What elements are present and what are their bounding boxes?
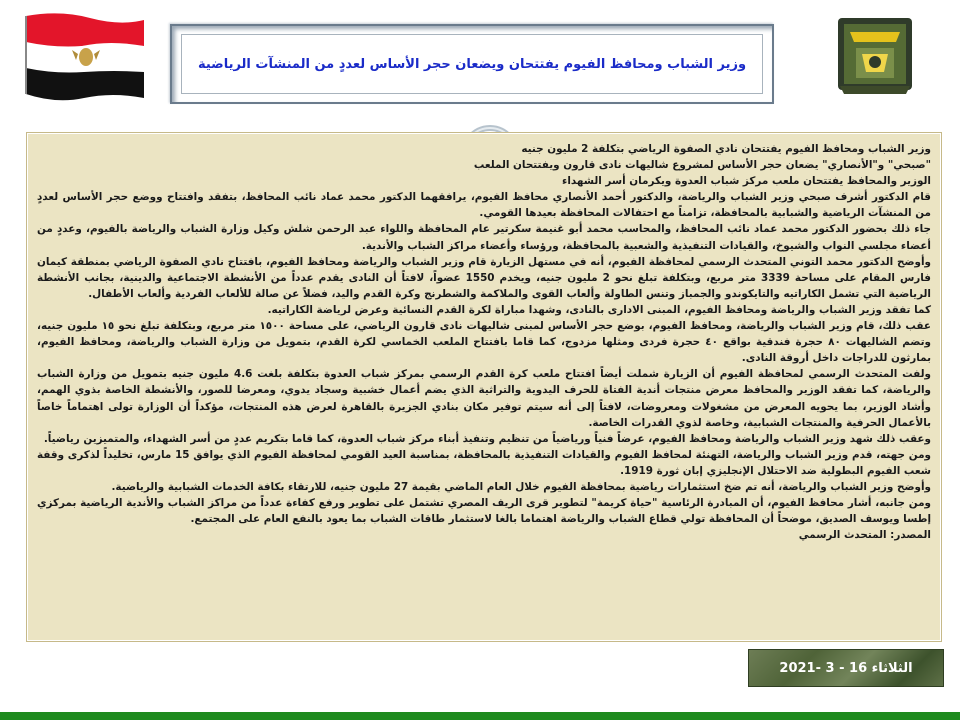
date-bar [748, 649, 944, 687]
article-paragraph: ومن جانبه، أشار محافظ الفيوم، أن المبادرة الرئاسية "حياة كريمة" لتطوير قرى الريف المصري تشتمل على تطوير ورفع كفاءة عدداً من مراكز الشباب والأندية الرياضية بمركزي إطسا ويوسف الصديق، موضحاً أن المحافظة تولي قطاع الشباب والرياضة اهتماما بالغا لاستثمار طاقات الشباب بما يعود بالنفع العام على المجتمع. [37, 497, 931, 526]
article-panel [26, 132, 942, 642]
article-paragraph: الوزير والمحافظ يفتتحان ملعب مركز شباب العدوة ويكرمان أسر الشهداء [562, 175, 931, 188]
article-paragraph: جاء ذلك بحضور الدكتور محمد عماد نائب المحافظ، والمحاسب محمد أبو غنيمة سكرتير عام المحافظة واللواء عبد الرحمن شلش وكيل وزارة الشباب والرياضة بالفيوم، وعددٍ من أعضاء مجلسي النواب والشيوخ، والقيادات التنفيذية والشعبية بالمحافظة، ورؤساء وأعضاء مراكز الشباب والأندية. [37, 223, 931, 252]
article-source: المصدر: المتحدث الرسمي [798, 529, 931, 542]
title-inner-frame [181, 34, 763, 94]
article-paragraph: وأوضح الدكتور محمد التوني المتحدث الرسمي لمحافظة الفيوم، أنه في مستهل الزيارة قام وزير الشباب والرياضة ومحافظ الفيوم، بافتتاح نادي الصفوة الرياضي بمنطقة كيمان فارس المقام على مساحة 3339 متر مربع، وبتكلفة تبلغ نحو 2 مليون جنيه، ويخدم 1550 عضواً، لافتاً أن النادى يقدم عدداً من الأنشطة الاجتماعية والدينية، بجانب الأنشطة الرياضية التي تشمل الكاراتيه والتايكوندو والجمباز وتنس الطاولة وألعاب القوى والملاكمة والشطرنج وكرة القدم واليد، فضلاً عن صالة للألعاب الفردية وألعاب الأطفال. [37, 255, 931, 300]
article-paragraph: ولفت المتحدث الرسمي لمحافظة الفيوم أن الزيارة شملت أيضاً افتتاح ملعب كرة القدم الرسمي بمركز شباب العدوة بتكلفة بلغت 4.6 مليون جنيه بتمويل من وزارة الشباب والرياضة، كما تفقد الوزير والمحافظ معرض منتجات أندية الفتاة للحرف اليدوية والتراثية الذي يضم أعمال خشبية وسجاد يدوي، ومعرضا للصور، والأنشطة الخاصة بذوي الهمم، وأشاد الوزير، بما يحويه المعرض من مشغولات ومعروضات، لافتاً إلى أنه سيتم توفير مكان بنادي الجزيرة بالقاهرة لعرض هذه المنتجات، مؤكداً أن الوزارة تولى اهتماماً خاصاً بالأعمال الحرفية والمنتجات الشبابية، وخاصة لذوي القدرات الخاصة. [37, 368, 931, 429]
article-paragraph: كما تفقد وزير الشباب والرياضة ومحافظ الفيوم، المبنى الادارى بالنادى، وشهدا مباراة لكرة القدم النسائية وعرض لرياضة الكاراتيه. [267, 303, 931, 316]
article-paragraph: وزير الشباب ومحافظ الفيوم يفتتحان نادي الصفوة الرياضي بتكلفة 2 مليون جنيه [521, 143, 931, 155]
article-body [37, 141, 931, 543]
article-paragraph: وعقب ذلك شهد وزير الشباب والرياضة ومحافظ الفيوم، عرضاً فنياً ورياضياً من تنظيم وتنفيذ أبناء مركز شباب العدوة، كما قاما بتكريم عددٍ من أسر الشهداء، والمتميزين رياضياً. [43, 432, 931, 445]
title-box [170, 24, 774, 104]
article-paragraph: قام الدكتور أشرف صبحي وزير الشباب والرياضة، والدكتور أحمد الأنصاري محافظ الفيوم، يرافقهما الدكتور محمد عماد نائب المحافظ، بتفقد وافتتاح ووضع حجر الأساس لعددٍ من المنشآت الرياضية والشبابية بالمحافظة، تزامناً مع احتفالات المحافظة بعيدها القومي. [37, 191, 931, 220]
bottom-divider [0, 712, 960, 720]
article-paragraph: "صبحي" و"الأنصاري" يضعان حجر الأساس لمشروع شاليهات نادى قارون ويفتتحان الملعب [473, 159, 931, 172]
publish-date: الثلاثاء 16 - 3 -2021 [779, 660, 913, 676]
article-paragraph: عقب ذلك، قام وزير الشباب والرياضة، ومحافظ الفيوم، بوضع حجر الأساس لمبنى شاليهات نادى قارون الرياضي، على مساحة ١٥٠٠ متر مربع، وبتكلفة تبلغ نحو ١٥ مليون جنيه، وتضم الشاليهات ٨٠ حجرة فندقية بواقع ٤٠ حجرة فردى ومثلها مزدوج، كما قاما بافتتاح الملعب الخماسي لكرة القدم، بتمويل من وزارة الشباب والرياضة، ومحافظ الفيوم، بمارثون للدراجات داخل أروقة النادى. [37, 320, 931, 365]
egypt-flag-icon [20, 10, 148, 102]
page-title: وزير الشباب ومحافظ الفيوم يفتتحان ويضعان حجر الأساس لعددٍ من المنشآت الرياضية [197, 56, 747, 72]
governorate-logo-icon [810, 12, 940, 100]
article-paragraph: وأوضح وزير الشباب والرياضة، أنه تم ضخ استثمارات رياضية بمحافظة الفيوم خلال العام الماضي بقيمة 27 مليون جنيه، للارتقاء بكافة الخدمات الشبابية والرياضية. [111, 480, 931, 493]
article-paragraph: ومن جهته، قدم وزير الشباب والرياضة، التهنئة لمحافظ الفيوم والقيادات التنفيذية بالمحافظة، بمناسبة العيد القومي لمحافظة الفيوم الذي يوافق 15 مارس، تخليداً لذكرى وقفة شعب الفيوم البطولية ضد الاحتلال الإنجليزي إبان ثورة 1919. [37, 448, 931, 477]
